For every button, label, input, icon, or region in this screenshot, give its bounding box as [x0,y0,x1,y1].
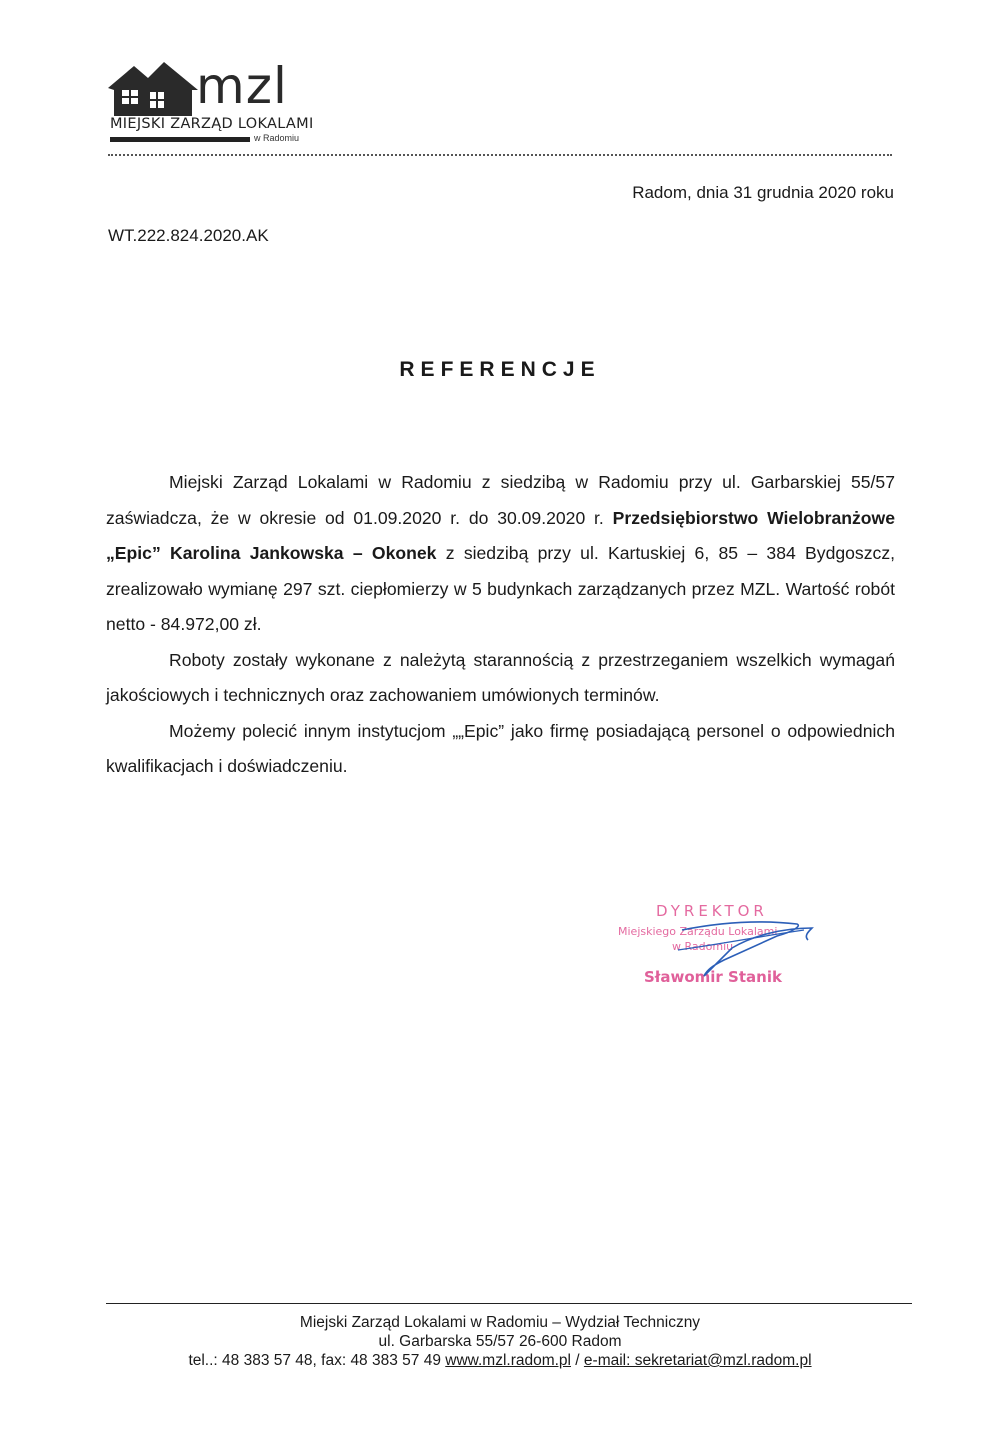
email-link[interactable]: e-mail: sekretariat@mzl.radom.pl [583,1352,812,1369]
reference-number: WT.222.824.2020.AK [108,226,269,245]
stamp-name: Sławomir Stanik [644,968,782,986]
logo-brand: mzl [196,57,288,115]
signature-icon [612,902,842,1002]
document-title: REFERENCJE [399,358,601,381]
mzl-logo [108,57,314,148]
stamp-title: DYREKTOR [656,902,768,920]
stamp-institution: Miejskiego Zarządu Lokalami [618,925,778,938]
p1-start: Miejski Zarząd Lokalami w Radomiu z siedzibą w Radomiu przy ul. Garbarskiej 55/57 zaświadcza, że w okresie od 01.09.2020 r. do 30.09.2020 r. [106,472,895,528]
houses-icon [108,58,200,116]
paragraph-3: Możemy polecić innym instytucjom „„Epic” jako firmę posiadającą personel o odpowiednich kwalifikacjach i doświadczeniu. [106,720,895,776]
paragraph-2: Roboty zostały wykonane z należytą starannością z przestrzeganiem wszelkich wymagań jakościowych i technicznych oraz zachowaniem umówionych terminów. [106,649,895,705]
footer-divider [106,1303,912,1304]
p1-end: z siedzibą przy ul. Kartuskiej 6, 85 – 384 Bydgoszcz, zrealizowało wymianę 297 szt. ciepłomierzy w 5 budynkach zarządzanych przez MZL. Wartość robót netto - 84.972,00 zł. [106,543,896,634]
logo-name: MIEJSKI ZARZĄD LOKALAMI [110,116,314,132]
footer-address: ul. Garbarska 55/57 26-600 Radom [378,1333,622,1350]
footer-separator: / [571,1352,584,1369]
letter-date: Radom, dnia 31 grudnia 2020 roku [632,183,894,202]
footer-department: Miejski Zarząd Lokalami w Radomiu – Wydział Techniczny [299,1314,701,1331]
stamp-city: w Radomiu [672,940,734,953]
paragraph-1 [106,465,895,643]
company-name: Przedsiębiorstwo Wielobranżowe „Epic” Karolina Jankowska – Okonek [106,507,895,563]
footer-phone-fax: tel..: 48 383 57 48, fax: 48 383 57 49 [188,1352,446,1369]
letter-body [106,465,895,785]
website-link[interactable]: www.mzl.radom.pl [445,1352,571,1369]
logo-bar [110,137,250,142]
footer [0,1313,1000,1370]
header-divider [108,154,892,156]
footer-contact [0,1351,1000,1370]
logo-subtitle: w Radomiu [254,133,300,143]
